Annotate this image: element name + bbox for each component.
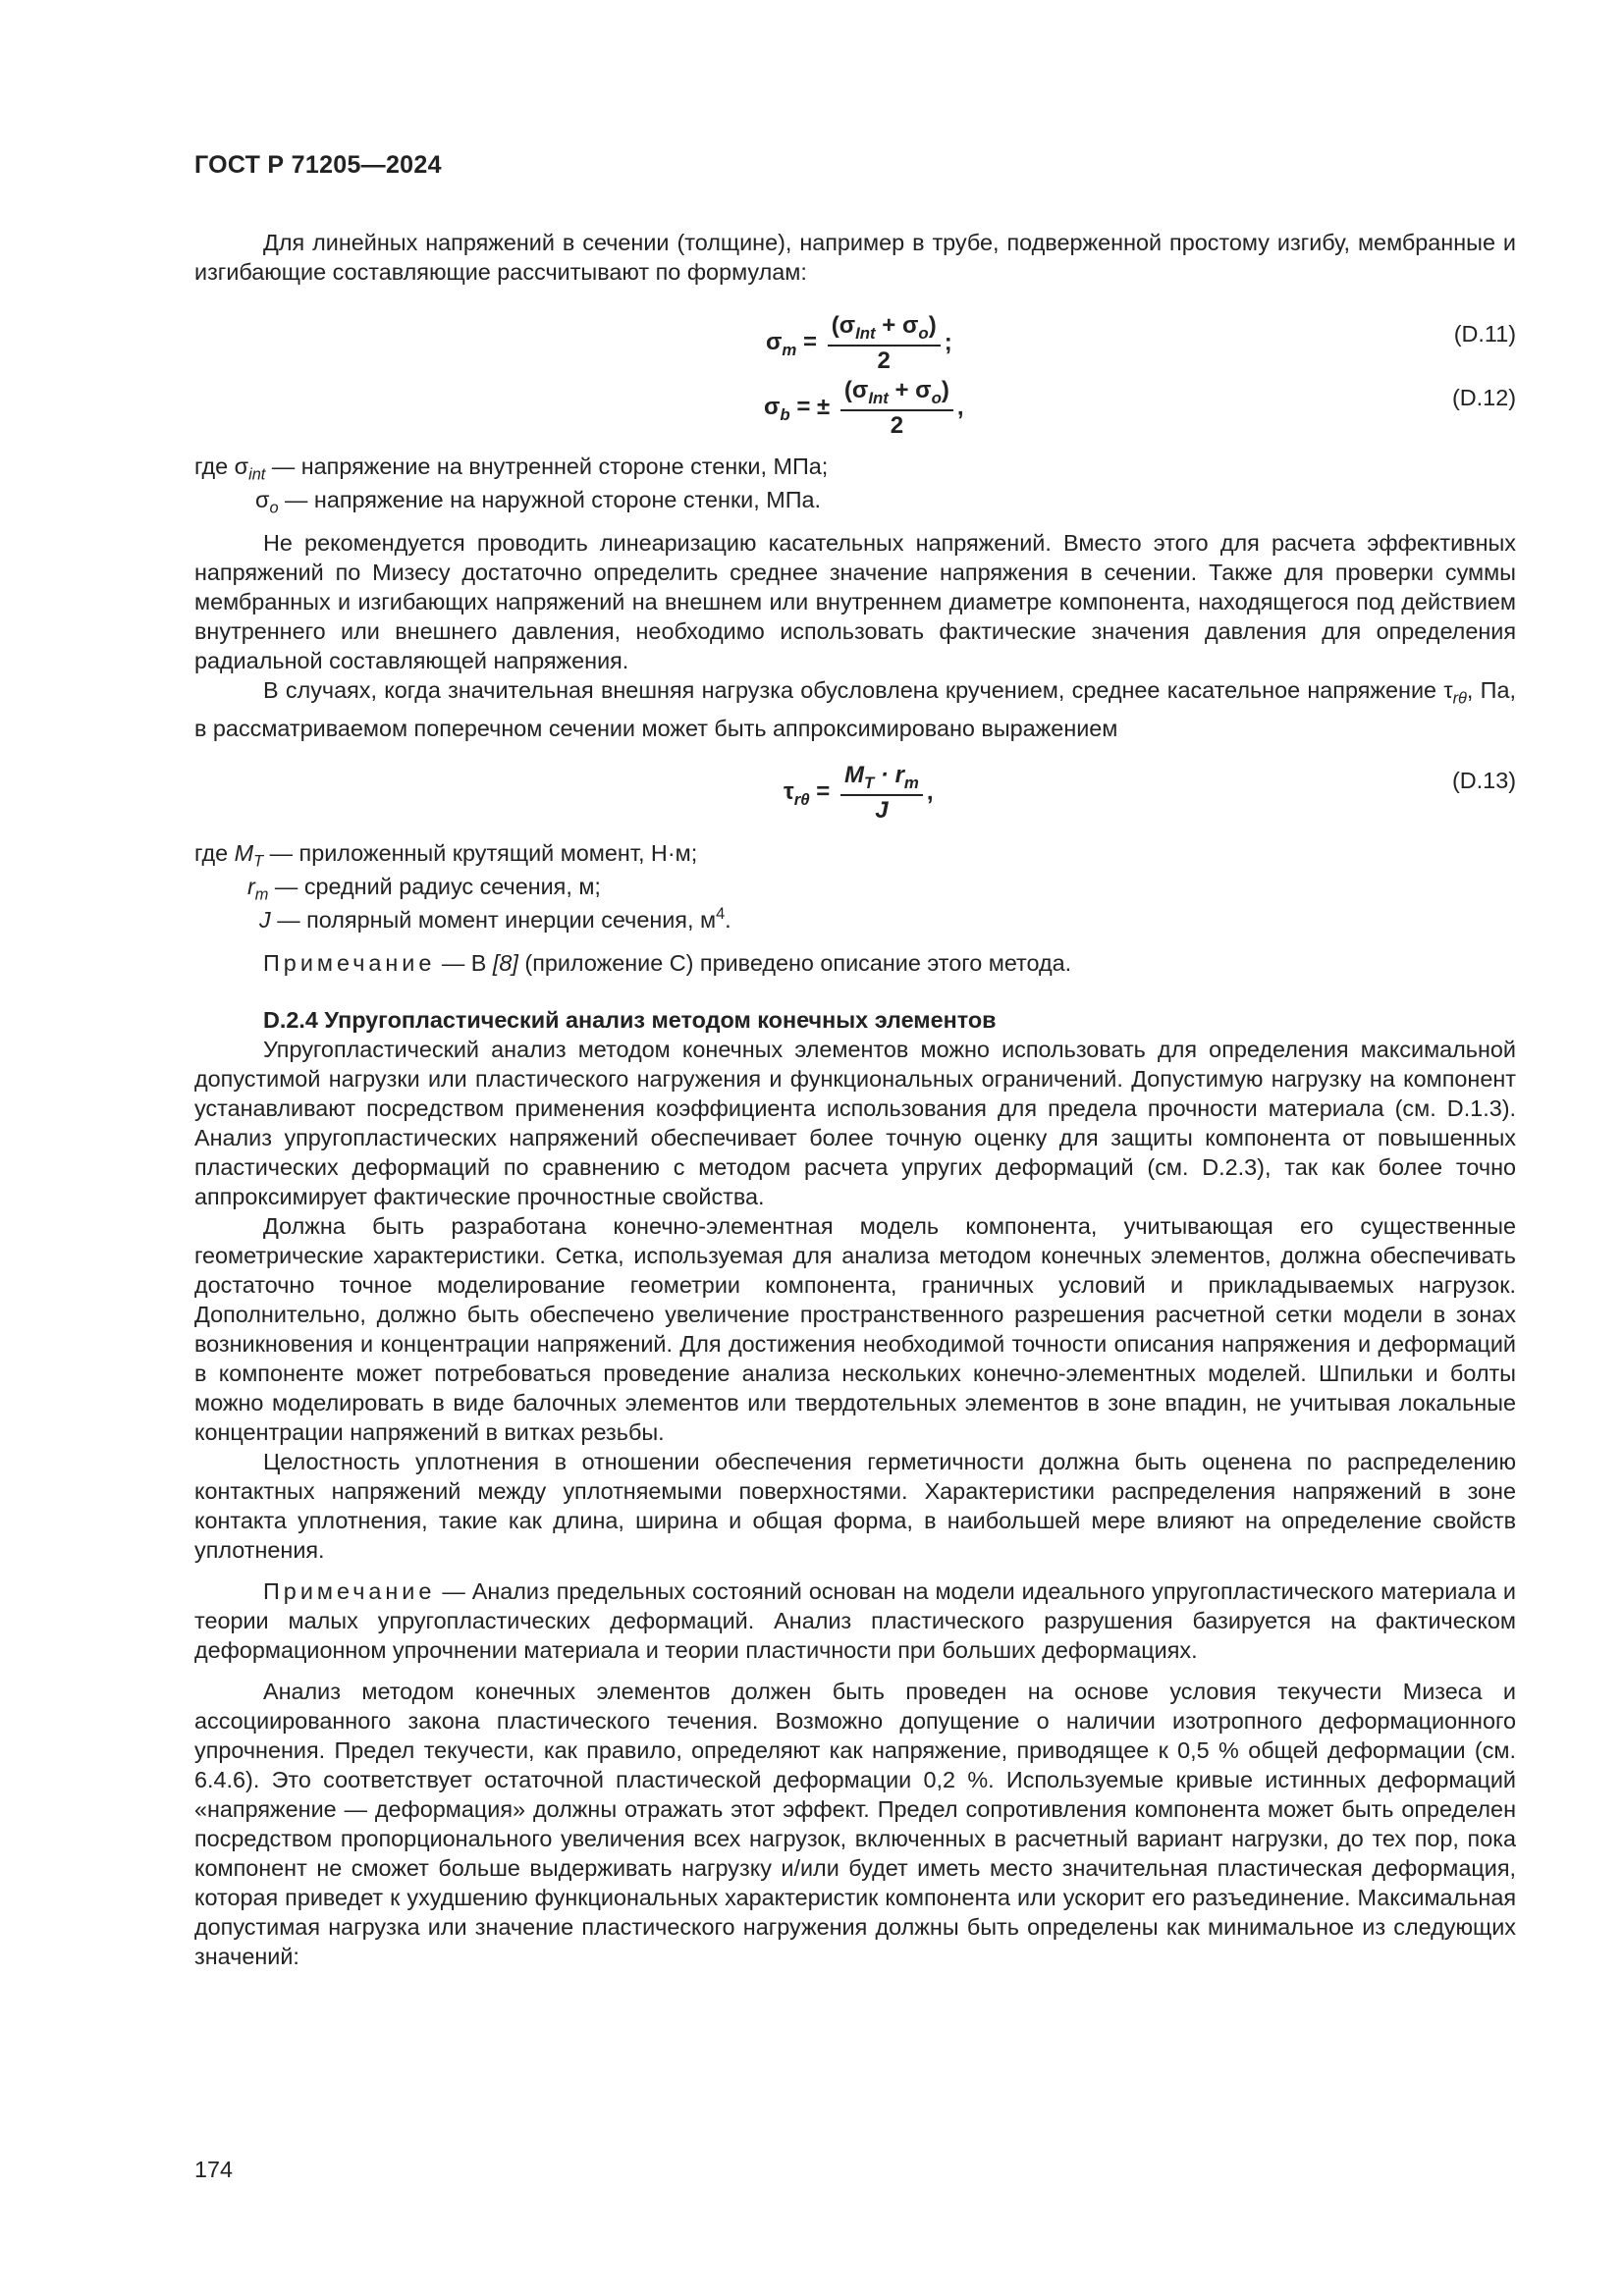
eq-d13-lhs: $\tau_{r\theta}$ = [784, 778, 831, 810]
eq-d13-denominator: J [875, 796, 889, 824]
section-paragraph-1: Упругопластический анализ методом конечных элементов можно использовать для определения максимальной допустимой нагрузки или пластического нагружения и функциональных ограничений. Допустимую нагрузку на компонент устанавливают посредством применения коэффициента использования для предела прочности материала (см. D.1.3). Анализ упругопластических напряжений обеспечивает более точную оценку для защиты компонента от повышенных пластических деформаций по сравнению с методом расчета упругих деформаций (см. D.2.3), так как более точно аппроксимирует фактические прочностные свойства. [194, 1037, 1516, 1209]
intro-text: Для линейных напряжений в сечении (толщине), например в трубе, подверженной простому изгибу, мембранные и изгибающие составляющие рассчитывают по формулам: [194, 230, 1516, 285]
eq-d11-fraction [828, 312, 941, 375]
eq-d12-numerator: $(\sigma_{Int} + \sigma_o)$ [840, 377, 953, 411]
definition-j: J — полярный момент инерции сечения, $м^4$. [259, 905, 731, 933]
equation-d11: $\sigma_m$ = $\frac{(\sigma_{Int} + \sigma_o)}{2}$ ; [766, 312, 952, 374]
section-paragraph-2: Должна быть разработана конечно-элементная модель компонента, учитывающая его существенные геометрические характеристики. Сетка, используемая для анализа методом конечных элементов, должна обеспечивать достаточно точное моделирование геометрии компонента, граничных условий и прикладываемых нагрузок. Дополнительно, должно быть обеспечено увеличение пространственного разрешения расчетной сетки модели в зонах возникновения и концентрации напряжений. Для достижения необходимой точности описания напряжения и деформаций в компоненте может потребоваться проведение анализа нескольких конечно-элементных моделей. Шпильки и болты можно моделировать в виде балочных элементов или твердотельных элементов в зоне впадин, не учитывая локальные концентрации напряжений в витках резьбы. [194, 1213, 1516, 1445]
eq-d13-numerator: $M_T \cdot r_m$ [840, 762, 923, 796]
equation-number-d13: (D.13) [1452, 768, 1516, 793]
section-heading: D.2.4 Упругопластический анализ методом конечных элементов [263, 1007, 997, 1033]
section-paragraph-3: Целостность уплотнения в отношении обеспечения герметичности должна быть оценена по распределению контактных напряжений между уплотняемыми поверхностями. Характеристики распределения напряжений в зоне контакта уплотнения, такие как длина, ширина и общая форма, в наибольшей мере влияют на определение свойств уплотнения. [194, 1449, 1516, 1563]
eq-d12-lhs: $\sigma_b$ = ± [764, 394, 831, 425]
eq-d11-lhs: $\sigma_m$ = [766, 329, 818, 360]
linearization-paragraph: Не рекомендуется проводить линеаризацию касательных напряжений. Вместо этого для расчета эффективных напряжений по Мизесу достаточно определить среднее значение напряжения в сечении. Также для проверки суммы мембранных и изгибающих напряжений на внешнем или внутреннем диаметре компонента, находящегося под действием внутреннего или внешнего давления, необходимо использовать фактические значения давления для определения радиальной составляющей напряжения. [194, 530, 1516, 673]
page-header: ГОСТ Р 71205—2024 [194, 151, 442, 179]
linearization-block [194, 528, 1516, 743]
eq-d11-denominator: 2 [877, 347, 891, 374]
definition-rm: $r_m$ — средний радиус сечения, м; [247, 874, 601, 904]
definition-mt: где $M_T$ — приложенный крутящий момент, Н·м; [194, 840, 698, 871]
note-2: Примечание — Анализ предельных состояний основан на модели идеального упругопластического материала и теории малых упругопластических деформаций. Анализ пластического разрушения базируется на фактическом деформационном упрочнении материала и теории пластичности при больших деформациях. [194, 1578, 1516, 1663]
equation-d13: $\tau_{r\theta}$ = $\frac{M_T \cdot r_m}{J}$ , [784, 762, 934, 824]
definition-sigma-int: где $\sigma_{int}$ — напряжение на внутренней стороне стенки, МПа; [194, 454, 829, 484]
intro-paragraph [194, 228, 1516, 287]
section-d24 [194, 1005, 1516, 1971]
eq-d12-denominator: 2 [890, 411, 904, 439]
eq-d11-numerator: $(\sigma_{Int} + \sigma_o)$ [828, 312, 941, 347]
section-paragraph-4: Анализ методом конечных элементов должен быть проведен на основе условия текучести Мизеса и ассоциированного закона пластического течения. Возможно допущение о наличии изотропного деформационного упрочнения. Предел текучести, как правило, определяют как напряжение, приводящее к 0,5 % общей деформации (см. 6.4.6). Это соответствует остаточной пластической деформации 0,2 %. Используемые кривые истинных деформаций «напряжение — деформация» должны отражать этот эффект. Предел сопротивления компонента может быть определен посредством пропорционального увеличения всех нагрузок, включенных в расчетный вариант нагрузки, до тех пор, пока компонент не сможет больше выдерживать нагрузку и/или будет иметь место значительная пластическая деформация, которая приведет к ухудшению функциональных характеристик компонента или ускорит его разъединение. Максимальная допустимая нагрузка или значение пластического нагружения должны быть определены как минимальное из следующих значений: [194, 1679, 1516, 1969]
equation-number-d11: (D.11) [1453, 321, 1516, 347]
note-1: Примечание — В [8] (приложение С) приведено описание этого метода. [263, 950, 1072, 976]
torsion-paragraph: В случаях, когда значительная внешняя нагрузка обусловлена кручением, среднее касательное напряжение $\tau_{r\theta}$, Па, в рассматриваемом поперечном сечении может быть аппроксимировано выражением [194, 677, 1516, 741]
eq-d13-fraction [840, 762, 923, 825]
equation-number-d12: (D.12) [1452, 385, 1516, 410]
eq-d12-fraction [840, 377, 953, 440]
equation-d12: $\sigma_b$ = ± $\frac{(\sigma_{Int} + \sigma_o)}{2}$ , [764, 377, 964, 439]
definition-sigma-o: $\sigma_o$ — напряжение на наружной стороне стенки, МПа. [255, 487, 822, 517]
page-number: 174 [194, 2157, 234, 2182]
